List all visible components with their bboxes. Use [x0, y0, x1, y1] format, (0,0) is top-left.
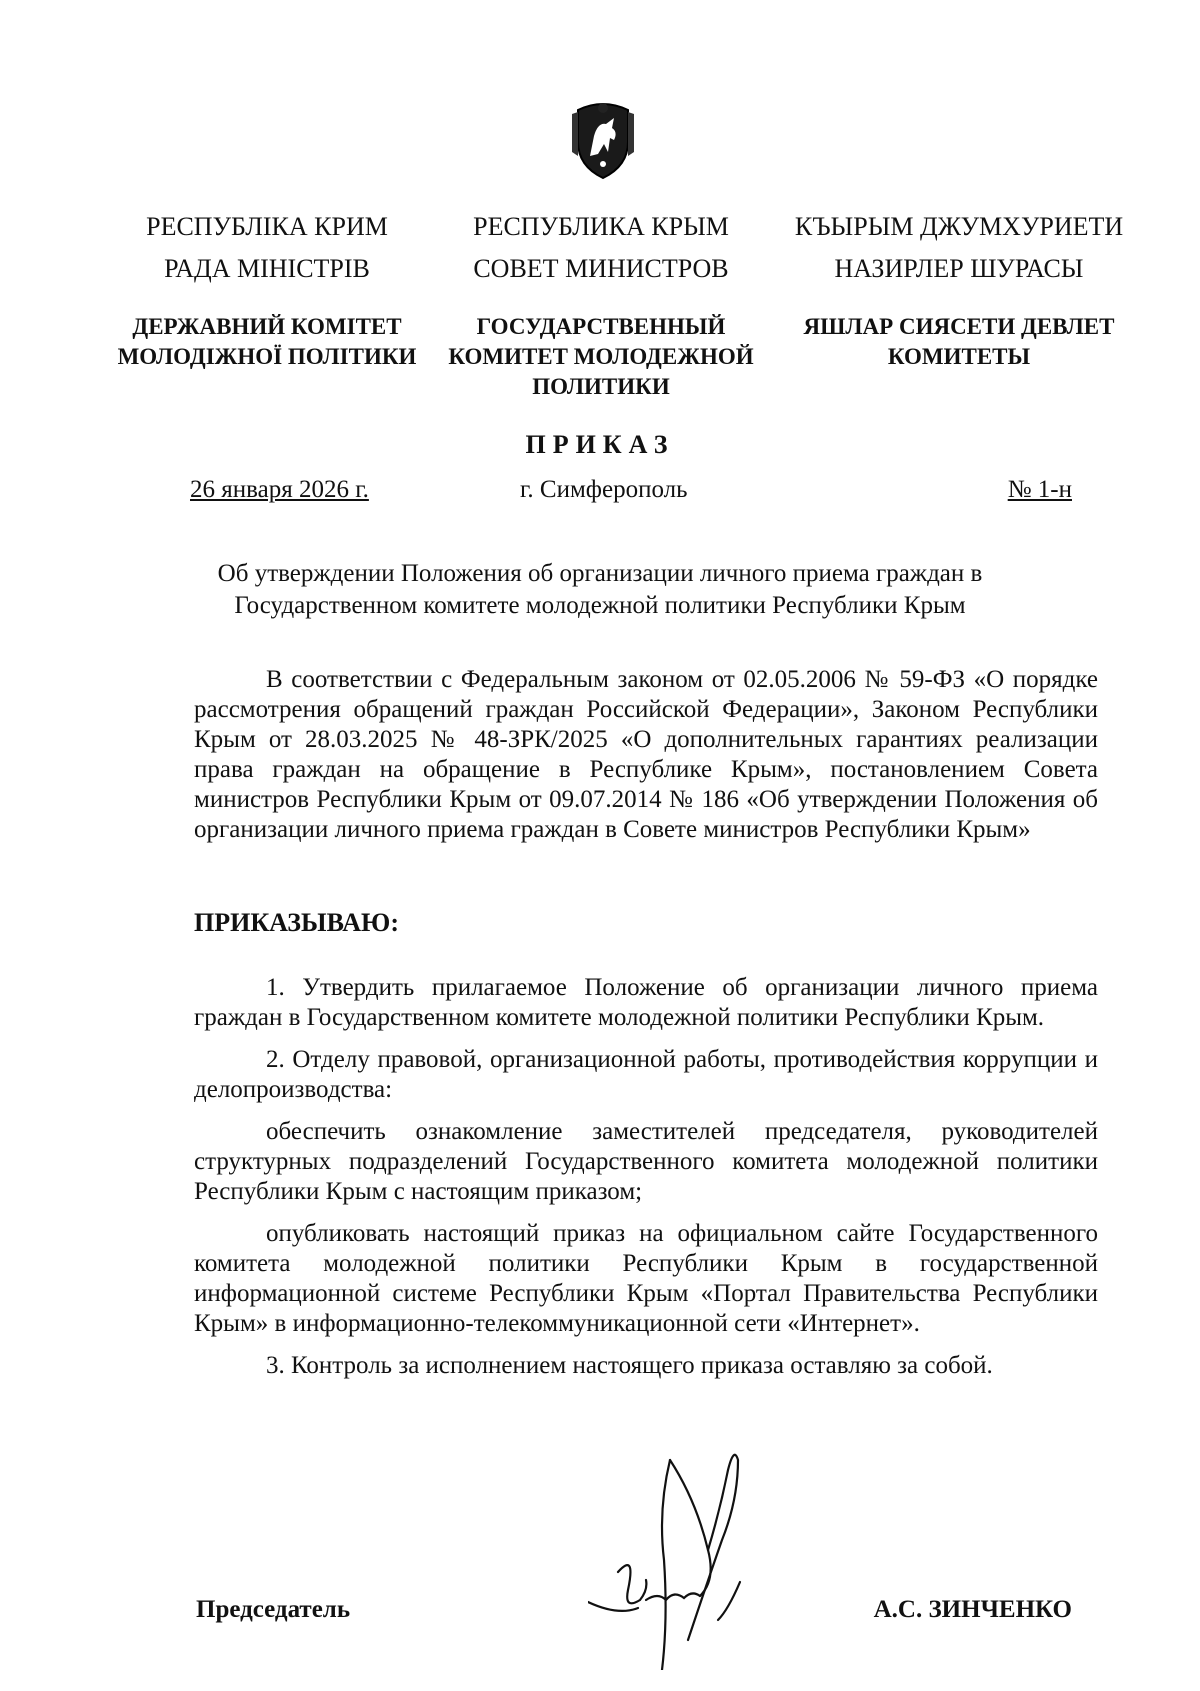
header-crimean-tatar-org: ЯШЛАР СИЯСЕТИ ДЕВЛЕТ КОМИТЕТЫ [803, 314, 1115, 369]
preamble-text: В соответствии с Федеральным законом от 02.05.2006 № 59-ФЗ «О порядке рассмотрения обращений граждан Российской Федерации», Законом Республики Крым от 28.03.2025 № 48-ЗРК/2025 «О дополнительных гарантиях реализации права граждан на обращение в Республике Крым», постановлением Совета министров Республики Крым от 09.07.2014 № 186 «Об утверждении Положения об организации личного приема граждан в Совете министров Республики Крым» [194, 666, 1098, 843]
order-title: ПРИКАЗ [525, 430, 675, 459]
order-item-1: 1. Утвердить прилагаемое Положение об организации личного приема граждан в Государственном комитете молодежной политики Республики Крым. [194, 974, 1098, 1031]
crimea-coat-of-arms-icon [570, 96, 636, 180]
signatory-role: Председатель [196, 1596, 351, 1623]
header-russian-org: ГОСУДАРСТВЕННЫЙ КОМИТЕТ МОЛОДЕЖНОЙ ПОЛИТИКИ [448, 314, 754, 399]
header-crimean-tatar-line1: КЪЫРЫМ ДЖУМХУРИЕТИ [794, 212, 1124, 241]
header-russian [436, 206, 766, 402]
header-ukrainian-line2: РАДА МІНІСТРІВ [164, 254, 370, 283]
order-item-2-sub-1: обеспечить ознакомление заместителей председателя, руководителей структурных подразделений Государственного комитета молодежной политики Республики Крым с настоящим приказом; [194, 1118, 1098, 1205]
header-ukrainian-org: ДЕРЖАВНИЙ КОМІТЕТ МОЛОДІЖНОЇ ПОЛІТИКИ [117, 314, 417, 369]
order-item-2-sub-2: опубликовать настоящий приказ на официальном сайте Государственного комитета молодежной политики Республики Крым в государственной информационной системе Республики Крым «Портал Правительства Республики Крым» в информационно-телекоммуникационной сети «Интернет». [194, 1220, 1098, 1337]
header-crimean-tatar [780, 206, 1138, 372]
signatory-name: А.С. ЗИНЧЕНКО [873, 1596, 1072, 1623]
header-crimean-tatar-line2: НАЗИРЛЕР ШУРАСЫ [834, 254, 1084, 283]
order-subject: Об утверждении Положения об организации личного приема граждан в Государственном комитете молодежной политики Республики Крым [217, 560, 983, 619]
preamble [194, 665, 1098, 845]
order-date: 26 января 2026 г. [190, 476, 369, 503]
order-city: г. Симферополь [520, 476, 688, 503]
orders-label: ПРИКАЗЫВАЮ: [194, 908, 399, 937]
handwritten-signature [588, 1440, 828, 1670]
header-ukrainian-line1: РЕСПУБЛІКА КРИМ [146, 212, 388, 241]
header-russian-line1: РЕСПУБЛИКА КРЫМ [473, 212, 729, 241]
header-russian-line2: СОВЕТ МИНИСТРОВ [473, 254, 729, 283]
order-items [194, 973, 1098, 1393]
order-item-2: 2. Отделу правовой, организационной работы, противодействия коррупции и делопроизводства: [194, 1046, 1098, 1103]
order-number: № 1-н [1007, 476, 1072, 503]
order-item-3: 3. Контроль за исполнением настоящего приказа оставляю за собой. [266, 1352, 993, 1379]
header-ukrainian [112, 206, 422, 372]
